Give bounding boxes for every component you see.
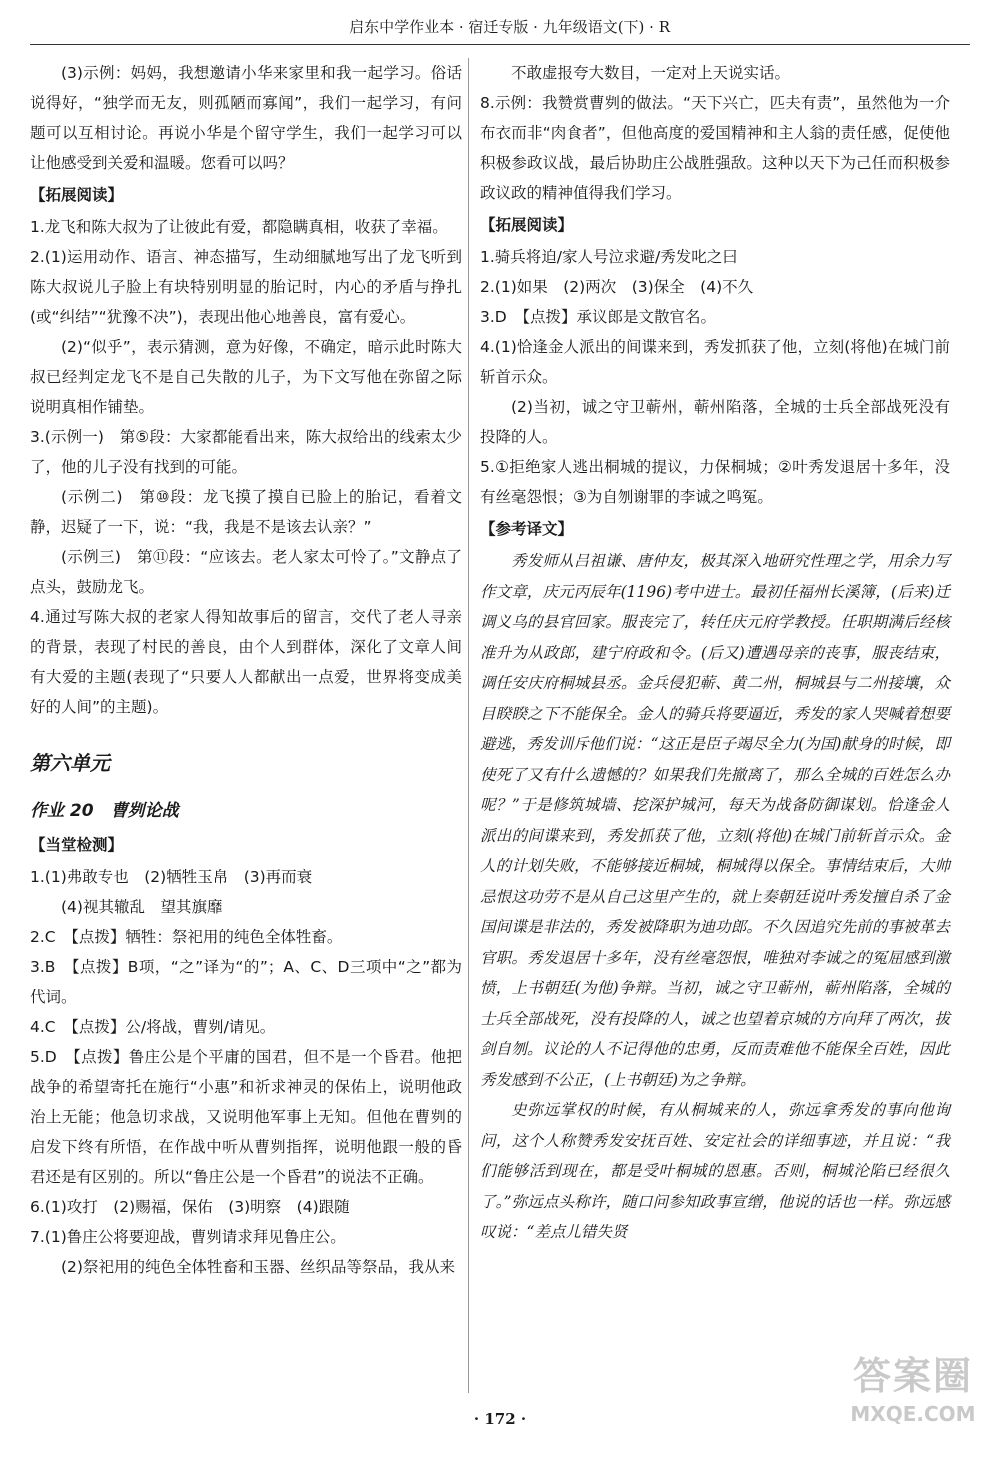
class-answer-1b: (4)视其辙乱 望其旗靡 — [61, 898, 223, 916]
ext-answer-3-a: 3.(示例一) 第⑤段：大家都能看出来，陈大叔给出的线索太少了，他的儿子没有找到的可能。 — [30, 428, 462, 476]
column-divider — [468, 58, 469, 1393]
class-answer-8: 8.示例：我赞赏曹刿的做法。“天下兴亡，匹夫有责”，虽然他为一介布衣而非“肉食者”，但他高度的爱国精神和主人翁的责任感，促使他积极参政议战，最后协助庄公战胜强敌。这种以天下为己任而积极参政议政的精神值得我们学习。 — [480, 94, 950, 202]
ext2-answer-4-1: 4.(1)恰逢金人派出的间谍来到，秀发抓获了他，立刻(将他)在城门前斩首示众。 — [480, 338, 950, 386]
page-number: · 172 · — [473, 1410, 527, 1428]
class-answer-7-2: (2)祭祀用的纯色全体牲畜和玉器、丝织品等祭品，我从来 — [61, 1258, 455, 1276]
watermark-logo — [838, 1350, 988, 1450]
ext-reading-heading: 【拓展阅读】 — [30, 186, 124, 204]
left-column — [30, 58, 462, 1282]
reference-translation-heading: 【参考译文】 — [480, 520, 574, 538]
ext2-answer-3: 3.D 【点拨】承议郎是文散官名。 — [480, 308, 716, 326]
class-answer-1a: 1.(1)弗敢专也 (2)牺牲玉帛 (3)再而衰 — [30, 868, 313, 886]
ext-answer-3-c: (示例三) 第⑪段：“应该去。老人家太可怜了。”文静点了点头，鼓励龙飞。 — [30, 548, 462, 596]
ext-answer-3-b: (示例二) 第⑩段：龙飞摸了摸自已脸上的胎记，看着文静，迟疑了一下，说：“我，我是不是该去认亲？” — [30, 488, 462, 536]
translation-paragraph-1: 秀发师从吕祖谦、唐仲友，极其深入地研究性理之学，用余力写作文章，庆元丙辰年(1196)考中进士。最初任福州长溪簿，(后来)迁调义乌的县官回家。服丧完了，转任庆元府学教授。任职期满后经核准升为从政郎，建宁府政和令。(后又)遭遇母亲的丧事，服丧结束，调任安庆府桐城县丞。金兵侵犯蕲、黄二州，桐城县与二州接壤，众目睽睽之下不能保全。金人的骑兵将要逼近，秀发的家人哭喊着想要避逃，秀发训斥他们说：“这正是臣子竭尽全力(为国)献身的时候，即使死了又有什么遗憾的？如果我们先撤离了，那么全城的百姓怎么办呢？”于是修筑城墙、挖深护城河，每天为战备防御谋划。恰逢金人派出的间谍来到，秀发抓获了他，立刻(将他)在城门前斩首示众。金人的计划失败，不能够接近桐城，桐城得以保全。事情结束后，大帅忌恨这功劳不是从自己这里产生的，就上奏朝廷说叶秀发擅自杀了金国间谍是非法的，秀发被降职为迪功郎。不久因追究先前的事被革去官职。秀发退居十多年，没有丝毫怨恨，唯独对李诚之的冤屈感到激愤，上书朝廷(为他)争辩。当初，诚之守卫蕲州，蕲州陷落，全城的士兵全部战死，没有投降的人，诚之也望着京城的方向拜了两次，拔剑自刎。议论的人不记得他的忠勇，反而责难他不能保全百姓，因此秀发感到不公正，(上书朝廷)为之争辩。 — [480, 552, 950, 1089]
ext2-answer-5: 5.①拒绝家人逃出桐城的提议，力保桐城；②叶秀发退居十多年，没有丝毫怨恨；③为自刎谢罪的李诚之鸣冤。 — [480, 458, 950, 506]
ext-answer-1: 1.龙飞和陈大叔为了让彼此有爱，都隐瞒真相，收获了幸福。 — [30, 218, 448, 236]
header-title: 启东中学作业本 · 宿迁专版 · 九年级语文(下) · R — [349, 18, 670, 36]
class-answer-7-2-cont: 不敢虚报夸大数目，一定对上天说实话。 — [511, 64, 791, 82]
class-answer-3: 3.B 【点拨】B项，“之”译为“的”；A、C、D三项中“之”都为代词。 — [30, 958, 462, 1006]
q3-answer: (3)示例：妈妈，我想邀请小华来家里和我一起学习。俗话说得好，“独学而无友，则孤陋而寡闻”，我们一起学习，有问题可以互相讨论。再说小华是个留守学生，我们一起学习可以让他感受到关爱和温暖。您看可以吗？ — [30, 64, 462, 172]
unit-title: 第六单元 — [30, 751, 110, 775]
class-answer-4: 4.C 【点拨】公/将战，曹刿/请见。 — [30, 1018, 276, 1036]
ext-reading-heading-2: 【拓展阅读】 — [480, 216, 574, 234]
class-test-heading: 【当堂检测】 — [30, 836, 124, 854]
class-answer-7-1: 7.(1)鲁庄公将要迎战，曹刿请求拜见鲁庄公。 — [30, 1228, 346, 1246]
homework-title: 作业 20 曹刿论战 — [30, 801, 179, 821]
ext-answer-2-2: (2)“似乎”，表示猜测，意为好像，不确定，暗示此时陈大叔已经判定龙飞不是自己失散的儿子，为下文写他在弥留之际说明真相作铺垫。 — [30, 338, 462, 416]
class-answer-2: 2.C 【点拨】牺牲：祭祀用的纯色全体牲畜。 — [30, 928, 343, 946]
ext2-answer-2: 2.(1)如果 (2)两次 (3)保全 (4)不久 — [480, 278, 754, 296]
class-answer-6: 6.(1)攻打 (2)赐福，保佑 (3)明察 (4)跟随 — [30, 1198, 350, 1216]
class-answer-5: 5.D 【点拨】鲁庄公是个平庸的国君，但不是一个昏君。他把战争的希望寄托在施行“小惠”和祈求神灵的保佑上，说明他政治上无能；他急切求战，又说明他军事上无知。但他在曹刿的启发下终有所悟，在作战中听从曹刿指挥，说明他跟一般的昏君还是有区别的。所以“鲁庄公是一个昏君”的说法不正确。 — [30, 1048, 462, 1186]
translation-paragraph-2: 史弥远掌权的时候，有从桐城来的人，弥远拿秀发的事向他询问，这个人称赞秀发安抚百姓、安定社会的详细事迹，并且说：“我们能够活到现在，都是受叶桐城的恩惠。否则，桐城沦陷已经很久了。”弥远点头称许，随口问参知政事宣缯，他说的话也一样。弥远感叹说：“差点儿错失贤 — [480, 1101, 950, 1241]
ext2-answer-4-2: (2)当初，诚之守卫蕲州，蕲州陷落，全城的士兵全部战死没有投降的人。 — [480, 398, 950, 446]
right-column — [480, 58, 950, 1248]
page-header — [30, 10, 970, 45]
ext2-answer-1: 1.骑兵将迫/家人号泣求避/秀发叱之曰 — [480, 248, 738, 266]
ext-answer-2-1: 2.(1)运用动作、语言、神态描写，生动细腻地写出了龙飞听到陈大叔说儿子脸上有块特别明显的胎记时，内心的矛盾与挣扎(或“纠结”“犹豫不决”)，表现出他心地善良，富有爱心。 — [30, 248, 462, 326]
ext-answer-4: 4.通过写陈大叔的老家人得知故事后的留言，交代了老人寻亲的背景，表现了村民的善良，由个人到群体，深化了文章人间有大爱的主题(表现了“只要人人都献出一点爱，世界将变成美好的人间”的主题)。 — [30, 608, 462, 716]
watermark-url: MXQE.COM — [850, 1402, 976, 1426]
watermark-brand: 答案圈 — [852, 1354, 973, 1398]
